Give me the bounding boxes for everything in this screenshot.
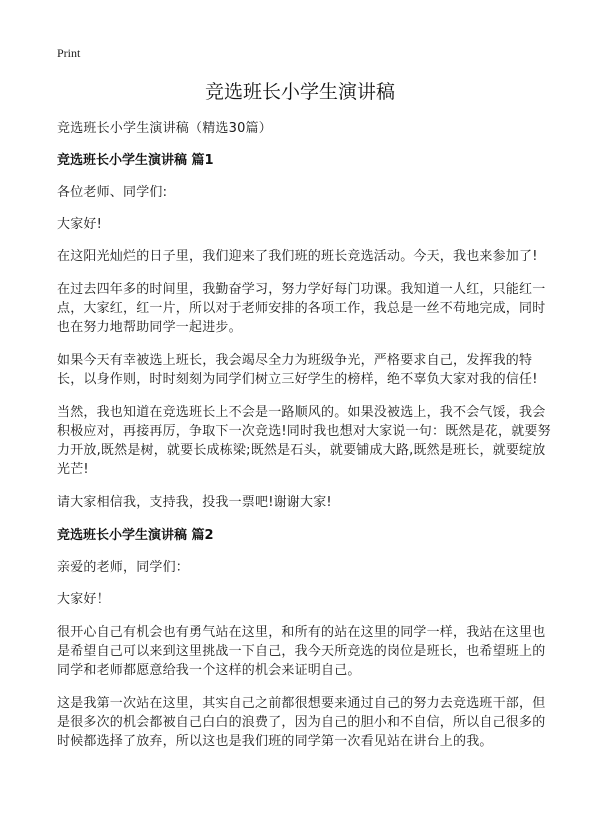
article-subtitle: 竞选班长小学生演讲稿（精选30篇） xyxy=(57,121,272,136)
page-title: 竞选班长小学生演讲稿 xyxy=(204,81,395,103)
paragraph: 大家好！ xyxy=(57,592,110,607)
print-link[interactable]: Print xyxy=(57,46,81,60)
paragraph: 在过去四年多的时间里，我勤奋学习，努力学好每门功课。我知道一人红，只能红一点，大家红，红一片，所以对于老师安排的各项工作，我总是一丝不苟地完成，同时也在努力地帮助同学一起进步。 xyxy=(57,282,546,335)
paragraph: 亲爱的老师，同学们： xyxy=(57,560,190,575)
section-heading-2: 竞选班长小学生演讲稿 篇2 xyxy=(57,528,214,543)
paragraph: 在这阳光灿烂的日子里，我们迎来了我们班的班长竞选活动。今天，我也来参加了! xyxy=(57,249,538,264)
paragraph: 很开心自己有机会也有勇气站在这里，和所有的站在这里的同学一样，我站在这里也是希望自己可以来到这里挑战一下自己，我今天所竞选的岗位是班长，也希望班上的同学和老师都愿意给我一个这样的机会来证明自己。 xyxy=(57,625,546,678)
paragraph: 当然，我也知道在竞选班长上不会是一路顺风的。如果没被选上，我不会气馁，我会积极应对，再接再厉，争取下一次竞选!同时我也想对大家说一句：既然是花，就要努力开放,既然是树，就要长成栋梁;既然是石头，就要铺成大路,既然是班长，就要绽放光芒! xyxy=(57,405,551,477)
section-heading-1: 竞选班长小学生演讲稿 篇1 xyxy=(57,153,214,168)
paragraph: 各位老师、同学们: xyxy=(57,185,168,200)
paragraph: 请大家相信我，支持我，投我一票吧!谢谢大家! xyxy=(57,495,332,510)
paragraph: 这是我第一次站在这里，其实自己之前都很想要来通过自己的努力去竞选班干部，但是很多次的机会都被自己白白的浪费了，因为自己的胆小和不自信，所以自己很多的时候都选择了放弃，所以这也是我们班的同学第一次看见站在讲台上的我。 xyxy=(57,696,546,749)
paragraph: 如果今天有幸被选上班长，我会竭尽全力为班级争光，严格要求自己，发挥我的特长，以身作则，时时刻刻为同学们树立三好学生的榜样，绝不辜负大家对我的信任! xyxy=(57,353,538,387)
article-body xyxy=(57,119,551,751)
paragraph: 大家好! xyxy=(57,217,103,232)
